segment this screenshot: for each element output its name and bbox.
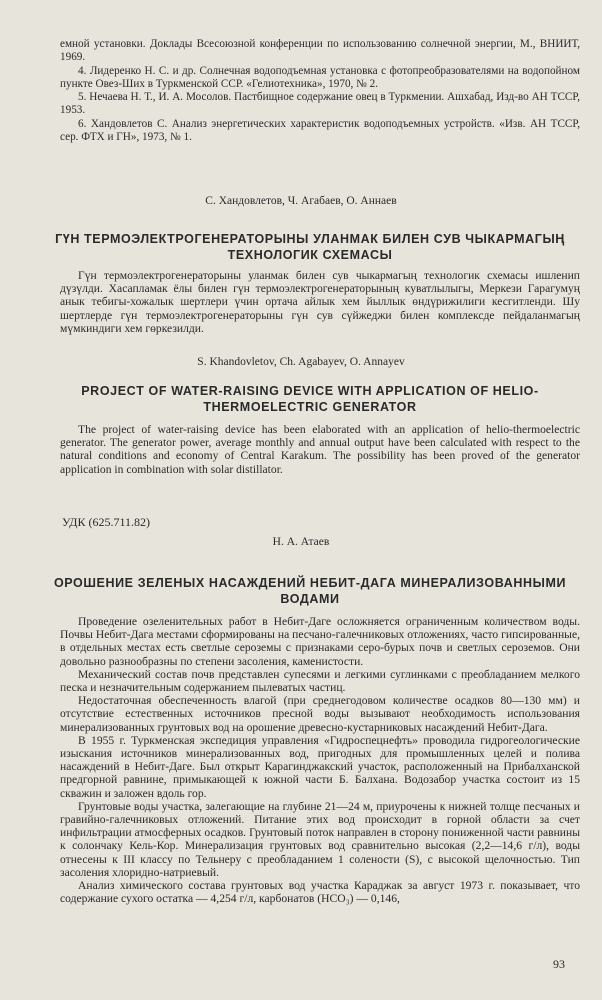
reference-item: 6. Хандовлетов С. Анализ энергетических характеристик водоподъемных устройств. «Изв. АН ТССР, сер. ФТХ и ГН», 1973, № 1. (60, 117, 580, 144)
body-paragraph: В 1955 г. Туркменская экспедиция управления «Гидроспецнефть» проводила гидрогеологические изыскания источников минерализованных вод, пригодных для промышленных целей и полива насаждений в Небит-Даге. Был открыт Карагинджакский участок, расположенный на Прибалханской предгорной равнине, примыкающей к южной части Б. Балхана. Водозабор участка состоит из 15 скважин и заложен вдоль гор. (60, 733, 580, 800)
turkmen-abstract (60, 269, 580, 335)
body-paragraph: Механический состав почв представлен супесями и легкими суглинками с преобладанием мелкого песка и незначительным содержанием пылеватых частиц. (60, 667, 580, 695)
body-paragraph: Грунтовые воды участка, залегающие на глубине 21—24 м, приурочены к нижней толще песчаных и гравийно-галечниковых отложений. Питание этих вод происходит в горной области за счет инфильтрации атмосферных осадков. Грунтовый поток направлен в сторону пониженной части равнины к солончаку Кель-Кор. Минерализация грунтовых вод сравнительно высокая (2,2—14,6 г/л), воды отнесены к III классу по Тельнеру с преобладанием 1 солености (S), с высокой щелочностью. Тип засоления хлоридно-натриевый. (60, 799, 580, 879)
body-paragraph: Проведение озеленительных работ в Небит-Даге осложняется ограниченным количеством воды. Почвы Небит-Дага местами сформированы на песчано-галечниковых отложениях, часто гипсированные, в отдельных местах есть светлые сероземы с признаками серо-бурых почв и светлых сероземов. Они довольно разнообразны по степени засоления, каменистости. (60, 615, 580, 668)
reference-list (60, 38, 580, 144)
turkmen-authors: С. Хандовлетов, Ч. Агабаев, О. Аннаев (205, 195, 397, 207)
reference-item: 5. Нечаева Н. Т., И. А. Мосолов. Пастбищное содержание овец в Туркмении. Ашхабад, Изд-во АН ТССР, 1953. (60, 91, 580, 117)
body-paragraph: Недостаточная обеспеченность влагой (при среднегодовом количестве осадков 80—130 мм) и отсутствие естественных источников пресной воды вызывают необходимость использования минерализованных грунтовых вод на орошение древесно-кустарниковых насаждений Небит-Дага. (60, 694, 580, 734)
article-title: ОРОШЕНИЕ ЗЕЛЕНЫХ НАСАЖДЕНИЙ НЕБИТ-ДАГА МИНЕРАЛИЗОВАННЫМИ ВОДАМИ (53, 576, 567, 606)
article-body (60, 615, 580, 905)
turkmen-title: ГҮН ТЕРМОЭЛЕКТРОГЕНЕРАТОРЫНЫ УЛАНМАК БИЛЕН СУВ ЧЫКАРМАГЫҢ ТЕХНОЛОГИК СХЕМАСЫ (55, 232, 565, 262)
english-abstract-text: The project of water-raising device has been elaborated with an application of helio-thermoelectric generator. The generator power, average monthly and annual output have been calculated with respect to the natural conditions and economy of Central Karakum. The possibility has been proved of the generator application in combination with solar distillator. (60, 423, 580, 476)
page-number: 93 (553, 957, 565, 971)
article-author: Н. А. Атаев (272, 536, 330, 548)
english-abstract (60, 423, 580, 476)
reference-item: емной установки. Доклады Всесоюзной конференции по использованию солнечной энергии, М., ВНИИТ, 1969. (60, 38, 580, 64)
english-title: PROJECT OF WATER-RAISING DEVICE WITH APPLICATION OF HELIO-THERMOELECTRIC GENERATOR (81, 384, 539, 414)
udc-code: УДК (625.711.82) (62, 515, 151, 529)
body-paragraph: Анализ химического состава грунтовых вод участка Караджак за август 1973 г. показывает, что содержание сухого остатка — 4,254 г/л, карбонатов (HCO₃) — 0,146, (60, 879, 580, 906)
reference-item: 4. Лидеренко Н. С. и др. Солнечная водоподъемная установка с фотопреобразователями на водопойном пункте Овез-Ших в Туркменской ССР. «Гелиотехника», 1970, № 2. (60, 64, 580, 90)
english-authors: S. Khandovletov, Ch. Agabayev, O. Annayev (197, 356, 405, 368)
turkmen-abstract-text: Гүн термоэлектрогенераторыны уланмак билен сув чыкармагың технологик схемасы ишленип дүзүлди. Хасапламак ёлы билен гүн термоэлектрогенераторының куватлылыгы, Меркези Гарагумуң анык тебигы-хожалык шертлери үчин ортача айлык хем йыллык өндүрижилиги кесгитленди. Шу шертлерде гүн термоэлектрогенераторыны гүн сув сүйжеджи билен комплексде пейдаланмагың мүмкиндиги хем гөркезилди. (60, 269, 580, 335)
